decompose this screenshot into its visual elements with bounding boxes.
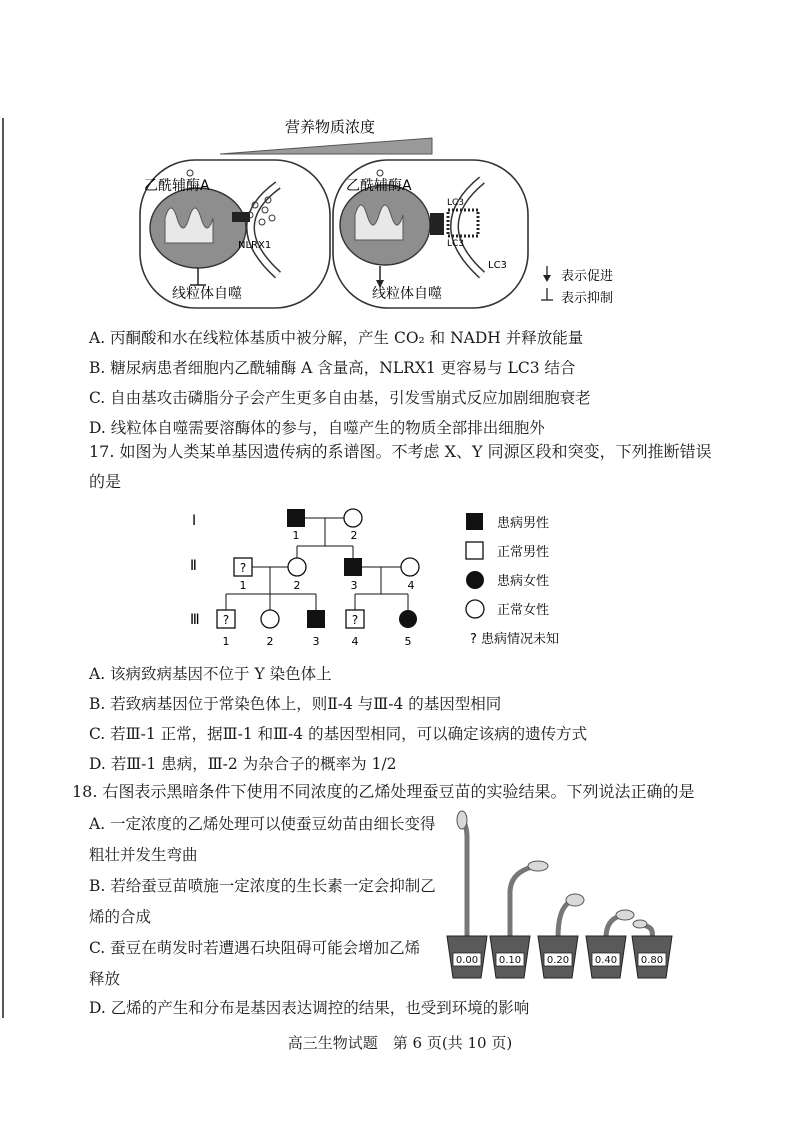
- seedling-3: [606, 916, 620, 938]
- legend-unknown: ? 患病情况未知: [470, 632, 560, 647]
- q17-option-c: C. 若Ⅲ-1 正常，据Ⅲ-1 和Ⅲ-4 的基因型相同，可以确定该病的遗传方式: [89, 725, 588, 743]
- q18-option-b-line2: 烯的合成: [89, 908, 152, 926]
- II-3-affected-male: [344, 558, 362, 576]
- left-acetylcoa-label: 乙酰辅酶A: [144, 178, 210, 194]
- legend-inhibit-text: 表示抑制: [561, 291, 614, 306]
- q18-option-a-line1: A. 一定浓度的乙烯处理可以使蚕豆幼苗由细长变得: [89, 815, 436, 833]
- q17-option-b: B. 若致病基因位于常染色体上，则Ⅱ-4 与Ⅲ-4 的基因型相同: [89, 695, 502, 713]
- seedling-figure: [440, 808, 680, 983]
- right-acetylcoa-label: 乙酰辅酶A: [346, 178, 412, 194]
- svg-text:2: 2: [293, 579, 301, 592]
- svg-text:3: 3: [350, 579, 358, 592]
- legend-normal-female-symbol: [466, 600, 484, 618]
- legend-promote-text: 表示促进: [561, 269, 614, 284]
- legend-affected-female-symbol: [466, 571, 484, 589]
- svg-text:1: 1: [222, 635, 230, 648]
- q16-option-c: C. 自由基攻击磷脂分子会产生更多自由基，引发雪崩式反应加剧细胞衰老: [89, 389, 591, 407]
- q17-stem-line2: 的是: [89, 472, 122, 491]
- q17-stem-line1: 17. 如图为人类某单基因遗传病的系谱图。不考虑 X、Y 同源区段和突变，下列推断错误: [89, 442, 712, 461]
- lc3-label-c: LC3: [488, 260, 507, 271]
- q18-option-a-line2: 粗壮并发生弯曲: [89, 846, 198, 864]
- generation-1-label: Ⅰ: [192, 513, 197, 529]
- right-caption: 线粒体自噬: [372, 286, 442, 302]
- nutrient-title: 营养物质浓度: [284, 118, 376, 136]
- I-1-affected-male: [287, 509, 305, 527]
- svg-text:4: 4: [407, 579, 415, 592]
- svg-text:?: ?: [222, 613, 230, 627]
- svg-text:4: 4: [351, 635, 359, 648]
- lc3-label-b: LC3: [447, 239, 465, 249]
- III-5-affected-female: [399, 610, 417, 628]
- legend-affected-male-symbol: [466, 513, 483, 530]
- legend-promote-arrow: [543, 275, 551, 282]
- q17-option-a: A. 该病致病基因不位于 Y 染色体上: [89, 665, 332, 683]
- q18-option-d: D. 乙烯的产生和分布是基因表达调控的结果，也受到环境的影响: [89, 999, 530, 1017]
- left-caption: 线粒体自噬: [172, 286, 242, 302]
- svg-text:2: 2: [266, 635, 274, 648]
- svg-text:1: 1: [239, 579, 247, 592]
- seedling-1: [510, 867, 532, 938]
- legend-normal-female: 正常女性: [497, 603, 550, 618]
- svg-text:?: ?: [351, 613, 359, 627]
- pot-label-2: 0.20: [546, 955, 570, 966]
- pot-label-3: 0.40: [594, 955, 618, 966]
- legend-affected-male: 患病男性: [497, 516, 550, 531]
- page-footer: 高三生物试题 第 6 页(共 10 页): [287, 1034, 513, 1052]
- III-2-normal-female: [261, 610, 279, 628]
- I-2-normal-female: [344, 509, 362, 527]
- mitophagy-figure: [0, 0, 800, 320]
- q18-option-c-line2: 释放: [89, 970, 121, 988]
- nlrx1-label: NLRX1: [238, 240, 272, 251]
- legend-normal-male-symbol: [466, 542, 483, 559]
- pot-label-4: 0.80: [640, 955, 664, 966]
- q17-option-d: D. 若Ⅲ-1 患病，Ⅲ-2 为杂合子的概率为 1/2: [89, 755, 397, 773]
- legend-affected-female: 患病女性: [497, 574, 550, 589]
- seedling-2: [558, 902, 570, 938]
- q18-option-c-line1: C. 蚕豆在萌发时若遭遇石块阻碍可能会增加乙烯: [89, 939, 421, 957]
- q16-option-b: B. 糖尿病患者细胞内乙酰辅酶 A 含量高，NLRX1 更容易与 LC3 结合: [89, 359, 576, 377]
- II-2-normal-female: [288, 558, 306, 576]
- svg-text:1: 1: [292, 529, 300, 542]
- generation-2-label: Ⅱ: [190, 558, 197, 574]
- generation-3-label: Ⅲ: [190, 612, 200, 628]
- q16-option-a: A. 丙酮酸和水在线粒体基质中被分解，产生 CO₂ 和 NADH 并释放能量: [89, 329, 584, 347]
- pot-label-0: 0.00: [455, 955, 479, 966]
- svg-text:2: 2: [350, 529, 358, 542]
- pot-label-1: 0.10: [498, 955, 522, 966]
- svg-text:3: 3: [312, 635, 320, 648]
- III-3-affected-male: [307, 610, 325, 628]
- q16-option-d: D. 线粒体自噬需要溶酶体的参与，自噬产生的物质全部排出细胞外: [89, 419, 545, 437]
- nutrient-gradient-wedge: [220, 138, 432, 154]
- pedigree-chart: [0, 498, 800, 658]
- svg-text:?: ?: [239, 561, 247, 575]
- legend-normal-male: 正常男性: [497, 545, 550, 560]
- seedling-0: [461, 818, 467, 938]
- q18-stem: 18. 右图表示黑暗条件下使用不同浓度的乙烯处理蚕豆苗的实验结果。下列说法正确的是: [72, 782, 695, 801]
- nlrx1-protein: [232, 212, 250, 222]
- II-4-normal-female: [401, 558, 419, 576]
- q18-option-b-line1: B. 若给蚕豆苗喷施一定浓度的生长素一定会抑制乙: [89, 877, 436, 895]
- lc3-label-a: LC3: [447, 198, 465, 208]
- svg-text:5: 5: [404, 635, 412, 648]
